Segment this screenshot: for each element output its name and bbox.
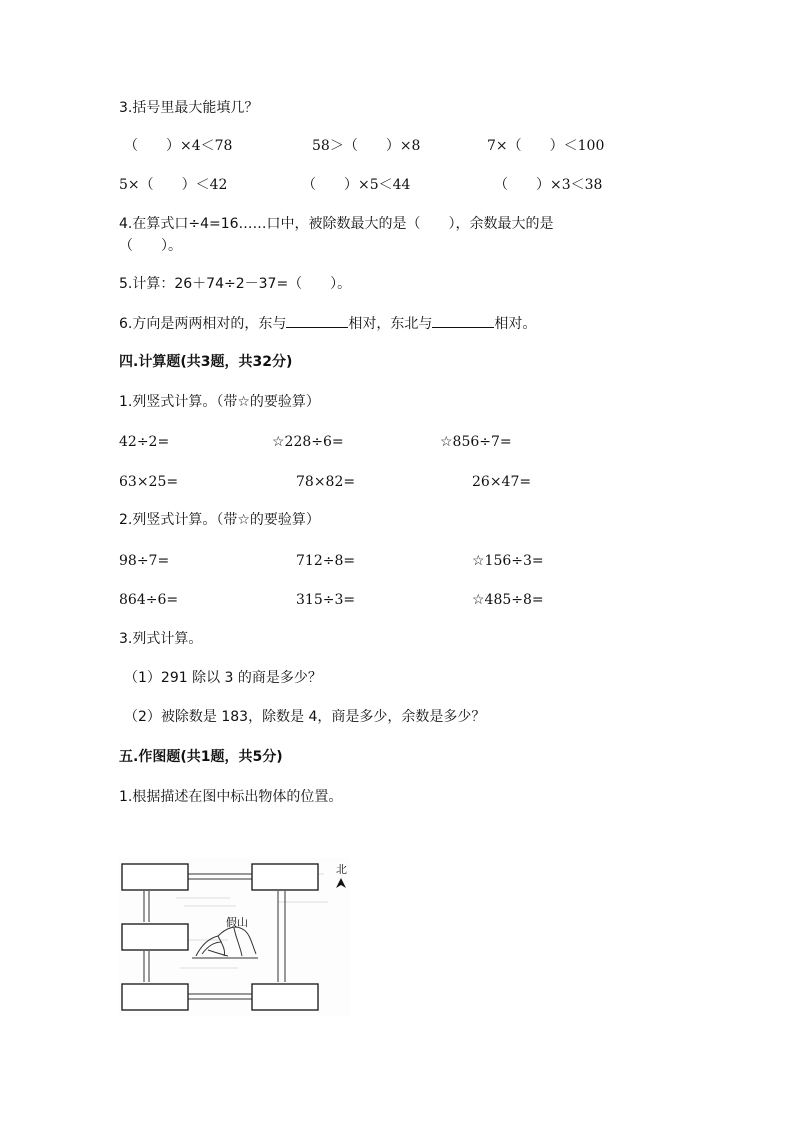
q6-part1: 6.方向是两两相对的，东与 bbox=[119, 316, 287, 332]
q3-title: 3.括号里最大能填几？ bbox=[119, 100, 259, 116]
s4q2-r1-c1: 98÷7= bbox=[119, 553, 170, 569]
q6-text bbox=[119, 313, 536, 334]
north-label: 北 bbox=[336, 863, 347, 876]
q6-part2: 相对，东北与 bbox=[348, 316, 433, 332]
q3-r1-c2: 58＞（ ）×8 bbox=[312, 138, 421, 154]
s4q1-r2-c3: 26×47= bbox=[472, 474, 532, 490]
q3-r2-c1: 5×（ ）＜42 bbox=[119, 177, 228, 193]
section5-title: 五.作图题(共1题，共5分) bbox=[119, 749, 283, 765]
map-drawing bbox=[118, 858, 350, 1016]
s4q1-title: 1.列竖式计算。（带☆的要验算） bbox=[119, 394, 320, 410]
s4q1-r1-c1: 42÷2= bbox=[119, 434, 170, 450]
rockery-label: 假山 bbox=[226, 916, 248, 929]
north-arrow-icon bbox=[336, 878, 346, 888]
q3-r2-c3: （ ）×3＜38 bbox=[494, 177, 603, 193]
map-figure bbox=[118, 858, 350, 1016]
q3-r2-c2: （ ）×5＜44 bbox=[302, 177, 411, 193]
q6-blank-1[interactable] bbox=[286, 313, 348, 328]
s4q1-r2-c2: 78×82= bbox=[296, 474, 356, 490]
q3-r1-c3: 7×（ ）＜100 bbox=[487, 138, 605, 154]
s4q1-r2-c1: 63×25= bbox=[119, 474, 179, 490]
q4-line1: 4.在算式口÷4=16……口中，被除数最大的是（ ），余数最大的是 bbox=[119, 216, 554, 232]
s4q1-r1-c2: ☆228÷6= bbox=[272, 434, 344, 450]
map-box-bottom-left[interactable] bbox=[122, 984, 188, 1010]
s4q2-r1-c2: 712÷8= bbox=[296, 553, 356, 569]
s5q1-title: 1.根据描述在图中标出物体的位置。 bbox=[119, 789, 343, 805]
q6-part3: 相对。 bbox=[494, 316, 537, 332]
s4q2-title: 2.列竖式计算。（带☆的要验算） bbox=[119, 512, 320, 528]
s4q2-r2-c3: ☆485÷8= bbox=[472, 592, 544, 608]
s4q3-title: 3.列式计算。 bbox=[119, 631, 203, 647]
map-box-top-right[interactable] bbox=[252, 864, 318, 890]
s4q3-item1: （1）291 除以 3 的商是多少？ bbox=[124, 670, 322, 686]
s4q3-item2: （2）被除数是 183，除数是 4，商是多少，余数是多少？ bbox=[124, 709, 486, 725]
s4q2-r1-c3: ☆156÷3= bbox=[472, 553, 544, 569]
rockery-icon bbox=[192, 927, 258, 958]
map-box-bottom-right[interactable] bbox=[252, 984, 318, 1010]
section4-title: 四.计算题(共3题，共32分) bbox=[119, 354, 293, 370]
q4-line2: （ ）。 bbox=[119, 238, 182, 254]
map-box-middle-left[interactable] bbox=[122, 924, 188, 950]
s4q1-r1-c3: ☆856÷7= bbox=[440, 434, 512, 450]
s4q2-r2-c1: 864÷6= bbox=[119, 592, 179, 608]
map-box-top-left[interactable] bbox=[122, 864, 188, 890]
q6-blank-2[interactable] bbox=[432, 313, 494, 328]
q3-r1-c1: （ ）×4＜78 bbox=[124, 138, 233, 154]
q5-text: 5.计算：26＋74÷2－37=（ ）。 bbox=[119, 276, 352, 292]
s4q2-r2-c2: 315÷3= bbox=[296, 592, 356, 608]
